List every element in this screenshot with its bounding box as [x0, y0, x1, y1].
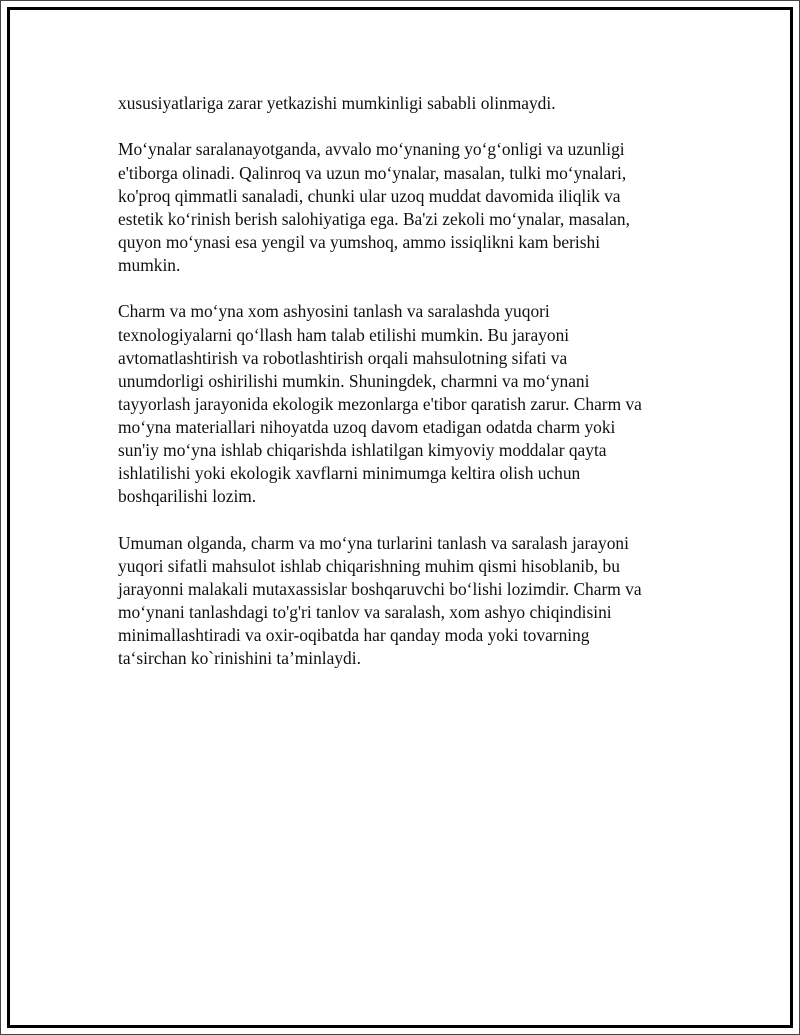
- text-line: mumkin.: [118, 254, 181, 275]
- text-line: texnologiyalarni qo‘llash ham talab etilishi mumkin. Bu jarayoni: [118, 324, 570, 345]
- text-line: yuqori sifatli mahsulot ishlab chiqarishning muhim qismi hisoblanib, bu: [118, 555, 620, 576]
- paragraph-1: [118, 92, 680, 115]
- paragraph-3: [118, 300, 680, 508]
- text-line: ta‘sirchan ko`rinishini ta’minlaydi.: [118, 648, 361, 669]
- text-line: estetik ko‘rinish berish salohiyatiga ega. Ba'zi zekoli mo‘ynalar, masalan,: [118, 208, 630, 229]
- text-line: Charm va mo‘yna xom ashyosini tanlash va saralashda yuqori: [118, 301, 550, 322]
- text-line: boshqarilishi lozim.: [118, 486, 257, 507]
- text-line: avtomatlashtirish va robotlashtirish orqali mahsulotning sifati va: [118, 347, 568, 368]
- paragraph-4: [118, 532, 680, 671]
- text-line: e'tiborga olinadi. Qalinroq va uzun mo‘ynalar, masalan, tulki mo‘ynalari,: [118, 162, 627, 183]
- document-body: [118, 92, 680, 694]
- text-line: jarayonni malakali mutaxassislar boshqaruvchi bo‘lishi lozimdir. Charm va: [118, 578, 642, 599]
- text-line: xususiyatlariga zarar yetkazishi mumkinligi sababli olinmaydi.: [118, 93, 556, 113]
- text-line: unumdorligi oshirilishi mumkin. Shuningdek, charmni va mo‘ynani: [118, 370, 590, 391]
- text-line: sun'iy mo‘yna ishlab chiqarishda ishlatilgan kimyoviy moddalar qayta: [118, 440, 607, 460]
- text-line: quyon mo‘ynasi esa yengil va yumshoq, ammo issiqlikni kam berishi: [118, 231, 601, 252]
- text-line: Umuman olganda, charm va mo‘yna turlarini tanlash va saralash jarayoni: [118, 532, 629, 553]
- text-line: minimallashtiradi va oxir-oqibatda har qanday moda yoki tovarning: [118, 625, 590, 646]
- text-line: tayyorlash jarayonida ekologik mezonlarga e'tibor qaratish zarur. Charm va: [118, 393, 642, 414]
- text-line: mo‘yna materiallari nihoyatda uzoq davom etadigan odatda charm yoki: [118, 416, 616, 437]
- text-line: ishlatilishi yoki ekologik xavflarni minimumga keltira olish uchun: [118, 463, 581, 484]
- paragraph-2: [118, 138, 680, 277]
- text-line: mo‘ynani tanlashdagi to'g'ri tanlov va saralash, xom ashyo chiqindisini: [118, 601, 612, 622]
- text-line: Mo‘ynalar saralanayotganda, avvalo mo‘ynaning yo‘g‘onligi va uzunligi: [118, 139, 625, 160]
- text-line: ko'proq qimmatli sanaladi, chunki ular uzoq muddat davomida iliqlik va: [118, 185, 621, 206]
